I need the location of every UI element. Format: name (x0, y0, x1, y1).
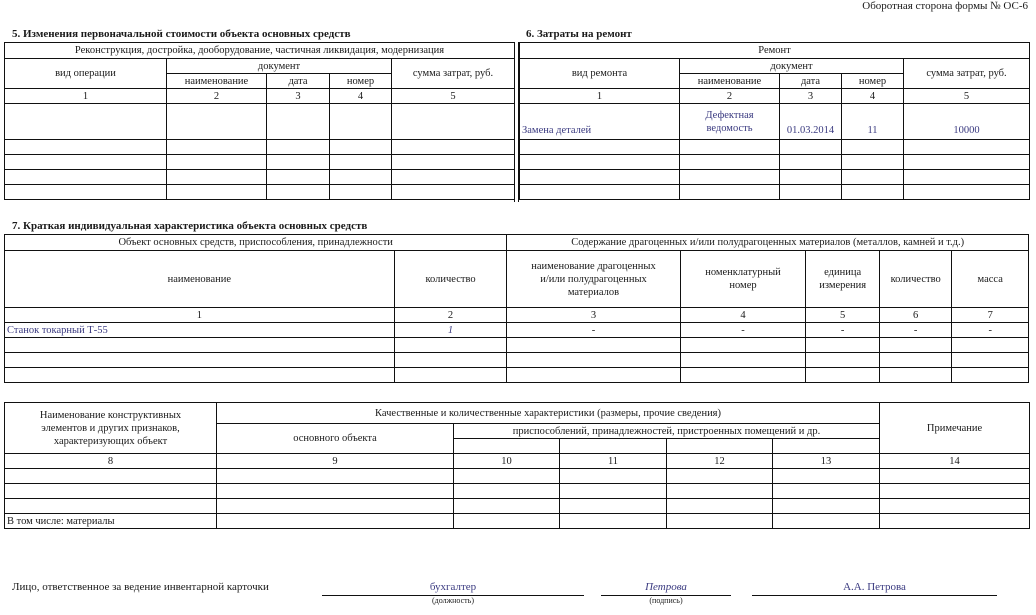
cell[interactable]: - (879, 323, 951, 338)
cell[interactable] (267, 170, 330, 185)
col-number: 1 (5, 89, 167, 104)
cell[interactable] (880, 469, 1030, 484)
col-number: 9 (217, 454, 454, 469)
cell[interactable] (520, 170, 680, 185)
col-number: 4 (330, 89, 392, 104)
table-row (520, 185, 1030, 200)
col-number: 1 (520, 89, 680, 104)
cell[interactable] (217, 469, 454, 484)
table-row (5, 353, 1029, 368)
cell[interactable] (680, 185, 780, 200)
header-nomenclature: номенклатурный номер (680, 251, 806, 308)
section8-table (4, 402, 1030, 529)
header-name: наименование (5, 251, 395, 308)
cell[interactable] (560, 484, 667, 499)
table-row (5, 104, 515, 140)
table-row (5, 185, 515, 200)
section7-title: 7. Краткая индивидуальная характеристика объекта основных средств (12, 220, 368, 232)
cell[interactable] (880, 514, 1030, 529)
cell[interactable] (394, 338, 507, 353)
header-amount: сумма затрат, руб. (904, 59, 1030, 89)
cell[interactable] (904, 185, 1030, 200)
cell[interactable] (806, 338, 879, 353)
cell[interactable] (806, 368, 879, 383)
cell[interactable] (167, 185, 267, 200)
cell[interactable] (392, 140, 515, 155)
cell[interactable] (454, 469, 560, 484)
cell[interactable] (330, 155, 392, 170)
cell[interactable] (5, 499, 217, 514)
cell[interactable] (780, 170, 842, 185)
cell[interactable] (167, 140, 267, 155)
cell[interactable]: - (507, 323, 680, 338)
cell[interactable] (560, 469, 667, 484)
col-number: 1 (5, 308, 395, 323)
col-number: 13 (773, 454, 880, 469)
col-number: 11 (560, 454, 667, 469)
table-row (520, 104, 1030, 140)
cell[interactable] (330, 170, 392, 185)
table-row (520, 170, 1030, 185)
materials-label-cell: В том числе: материалы (5, 514, 217, 529)
table-row (5, 484, 1030, 499)
col-number: 5 (904, 89, 1030, 104)
cell[interactable] (904, 170, 1030, 185)
cell[interactable] (773, 484, 880, 499)
full-name-value[interactable]: А.А. Петрова (843, 581, 906, 593)
header-doc-name: наименование (167, 74, 267, 89)
header-operation-type: вид операции (5, 59, 167, 89)
table-row (5, 499, 1030, 514)
cell[interactable] (520, 155, 680, 170)
cell[interactable] (5, 484, 217, 499)
signature-value[interactable]: Петрова (645, 581, 687, 593)
cell[interactable] (680, 170, 780, 185)
cell[interactable] (217, 499, 454, 514)
table-row (5, 368, 1029, 383)
section6-group-header: Ремонт (520, 43, 1030, 59)
cell[interactable]: - (952, 323, 1029, 338)
cell[interactable] (330, 185, 392, 200)
cell[interactable] (5, 469, 217, 484)
header-document: документ (680, 59, 904, 74)
cell[interactable] (773, 469, 880, 484)
cell[interactable] (167, 155, 267, 170)
cell[interactable] (879, 368, 951, 383)
cell[interactable] (667, 484, 773, 499)
cell (667, 439, 773, 454)
cell[interactable]: - (680, 323, 806, 338)
col-number: 10 (454, 454, 560, 469)
cell[interactable] (879, 353, 951, 368)
cell[interactable] (5, 353, 395, 368)
doc-date-cell[interactable]: 01.03.2014 (780, 104, 842, 140)
cell[interactable]: - (806, 323, 879, 338)
cell[interactable] (267, 155, 330, 170)
header-quantity2: количество (879, 251, 951, 308)
cell[interactable] (217, 514, 454, 529)
col-number: 6 (879, 308, 951, 323)
cell[interactable] (5, 170, 167, 185)
header-characteristics: Качественные и количественные характеристики (размеры, прочие сведения) (217, 403, 880, 424)
cell[interactable] (394, 353, 507, 368)
cell[interactable] (454, 484, 560, 499)
cell[interactable] (5, 185, 167, 200)
cell[interactable] (5, 368, 395, 383)
section6-title: 6. Затраты на ремонт (526, 28, 632, 40)
cell[interactable] (392, 170, 515, 185)
header-mass: масса (952, 251, 1029, 308)
section5-group-header: Реконструкция, достройка, дооборудование, частичная ликвидация, модернизация (5, 43, 515, 59)
cell[interactable] (5, 104, 167, 140)
cell[interactable] (806, 353, 879, 368)
cell[interactable] (842, 140, 904, 155)
header-accessories: приспособлений, принадлежностей, пристроенных помещений и др. (454, 424, 880, 439)
col-number: 14 (880, 454, 1030, 469)
table-row (5, 323, 1029, 338)
form-label: Оборотная сторона формы № ОС-6 (862, 0, 1028, 12)
col-number: 4 (680, 308, 806, 323)
section6-table (519, 42, 1030, 200)
cell[interactable] (952, 338, 1029, 353)
table-row (5, 140, 515, 155)
cell[interactable] (520, 185, 680, 200)
header-repair-type: вид ремонта (520, 59, 680, 89)
cell[interactable] (454, 514, 560, 529)
table-row (5, 155, 515, 170)
cell[interactable] (680, 368, 806, 383)
col-number: 2 (680, 89, 780, 104)
cell[interactable] (780, 185, 842, 200)
cell[interactable] (842, 170, 904, 185)
cell[interactable] (667, 469, 773, 484)
cell[interactable] (507, 353, 680, 368)
cell[interactable] (780, 140, 842, 155)
cell[interactable] (392, 104, 515, 140)
cell[interactable] (667, 514, 773, 529)
cell[interactable] (680, 140, 780, 155)
col-number: 3 (780, 89, 842, 104)
cell[interactable] (904, 140, 1030, 155)
col-number: 2 (167, 89, 267, 104)
col-number: 5 (806, 308, 879, 323)
col-number: 5 (392, 89, 515, 104)
repair-type-cell[interactable]: Замена деталей (520, 104, 680, 140)
cell[interactable] (520, 140, 680, 155)
cell[interactable] (507, 338, 680, 353)
section5-table (4, 42, 515, 200)
cell[interactable] (842, 155, 904, 170)
col-number: 7 (952, 308, 1029, 323)
cell[interactable] (267, 140, 330, 155)
cell[interactable] (454, 499, 560, 514)
header-doc-number: номер (330, 74, 392, 89)
table-row (520, 155, 1030, 170)
object-name-cell[interactable]: Станок токарный Т-55 (5, 323, 395, 338)
col-number: 3 (507, 308, 680, 323)
col-number: 4 (842, 89, 904, 104)
cell[interactable] (267, 185, 330, 200)
header-quantity: количество (394, 251, 507, 308)
header-precious-name: наименование драгоценных и/или полудрагоценных материалов (507, 251, 680, 308)
amount-cell[interactable]: 10000 (904, 104, 1030, 140)
cell[interactable] (952, 368, 1029, 383)
table-row (5, 469, 1030, 484)
cell[interactable] (880, 484, 1030, 499)
header-doc-date: дата (267, 74, 330, 89)
cell[interactable] (394, 368, 507, 383)
cell[interactable] (842, 185, 904, 200)
header-unit: единица измерения (806, 251, 879, 308)
header-amount: сумма затрат, руб. (392, 59, 515, 89)
col-number: 8 (5, 454, 217, 469)
header-elements: Наименование конструктивных элементов и других признаков, характеризующих объект (5, 403, 217, 454)
section7-table (4, 234, 1029, 383)
header-doc-date: дата (780, 74, 842, 89)
header-doc-number: номер (842, 74, 904, 89)
cell[interactable] (667, 499, 773, 514)
full-name-line (752, 595, 997, 596)
cell[interactable] (560, 514, 667, 529)
position-value[interactable]: бухгалтер (429, 581, 477, 593)
cell (454, 439, 560, 454)
cell[interactable] (217, 484, 454, 499)
cell[interactable] (560, 499, 667, 514)
cell[interactable] (392, 155, 515, 170)
cell[interactable] (680, 155, 780, 170)
cell[interactable] (507, 368, 680, 383)
doc-number-cell[interactable]: 11 (842, 104, 904, 140)
cell[interactable] (5, 140, 167, 155)
section7-group-left: Объект основных средств, приспособления, принадлежности (5, 235, 507, 251)
cell[interactable] (773, 499, 880, 514)
table-row (5, 170, 515, 185)
header-note: Примечание (880, 403, 1030, 454)
cell (560, 439, 667, 454)
object-quantity-cell[interactable]: 1 (394, 323, 507, 338)
col-number: 12 (667, 454, 773, 469)
section5-title: 5. Изменения первоначальной стоимости объекта основных средств (12, 28, 351, 40)
cell[interactable] (680, 338, 806, 353)
col-number: 3 (267, 89, 330, 104)
col-number: 2 (394, 308, 507, 323)
cell[interactable] (952, 353, 1029, 368)
cell[interactable] (904, 155, 1030, 170)
cell[interactable] (879, 338, 951, 353)
cell[interactable] (330, 140, 392, 155)
cell[interactable] (5, 338, 395, 353)
table-row (5, 338, 1029, 353)
cell[interactable] (167, 170, 267, 185)
table-row (5, 514, 1030, 529)
header-main-object: основного объекта (217, 424, 454, 454)
cell[interactable] (167, 104, 267, 140)
cell[interactable] (330, 104, 392, 140)
cell[interactable] (392, 185, 515, 200)
cell[interactable] (880, 499, 1030, 514)
cell[interactable] (5, 155, 167, 170)
section7-group-right: Содержание драгоценных и/или полудрагоценных материалов (металлов, камней и т.д.) (507, 235, 1029, 251)
cell[interactable] (680, 353, 806, 368)
signature-caption: (подпись) (649, 596, 683, 605)
header-doc-name: наименование (680, 74, 780, 89)
cell[interactable] (773, 514, 880, 529)
table-row (520, 140, 1030, 155)
header-document: документ (167, 59, 392, 74)
cell[interactable] (780, 155, 842, 170)
cell[interactable] (267, 104, 330, 140)
cell (773, 439, 880, 454)
position-caption: (должность) (432, 596, 474, 605)
doc-name-cell[interactable]: Дефектная ведомость (680, 104, 780, 140)
responsible-person-label: Лицо, ответственное за ведение инвентарной карточки (12, 581, 269, 593)
